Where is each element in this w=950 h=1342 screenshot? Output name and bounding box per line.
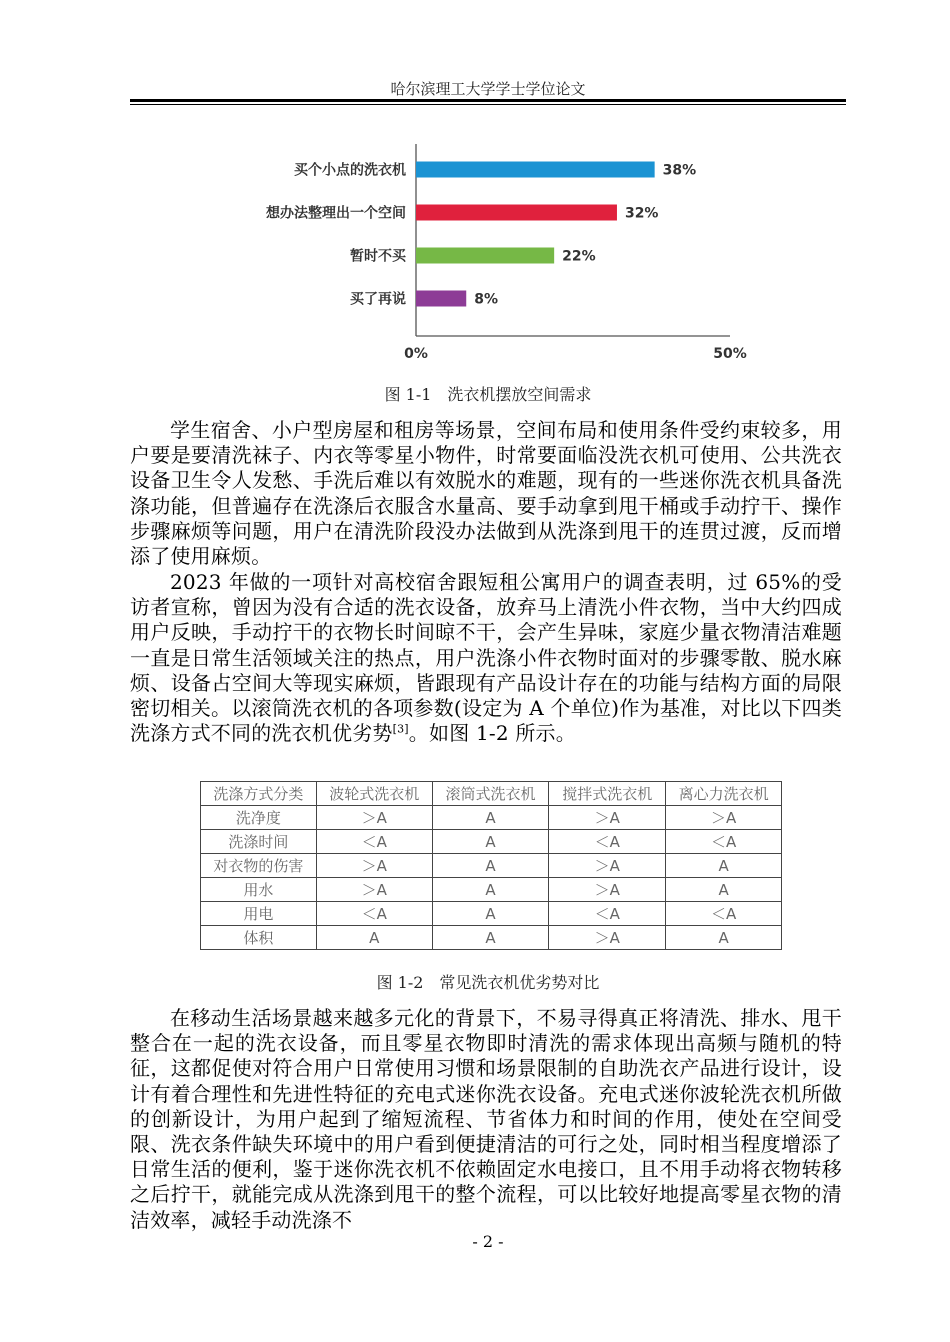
- x-tick-label: 50%: [713, 346, 747, 362]
- table-header-cell: 波轮式洗衣机: [316, 782, 432, 806]
- table-cell: A: [666, 878, 782, 902]
- bar: [416, 162, 655, 178]
- table-cell: 对衣物的伤害: [201, 854, 317, 878]
- table-row: [201, 854, 782, 878]
- x-tick-label: 0%: [404, 346, 428, 362]
- table-cell: 用水: [201, 878, 317, 902]
- paragraph-2-tail: 。如图 1-2 所示。: [408, 721, 576, 746]
- table-cell: ＜A: [666, 830, 782, 854]
- header-rule-thick: [130, 99, 846, 102]
- table-cell: ＜A: [316, 830, 432, 854]
- table-cell: ＞A: [549, 878, 666, 902]
- header-rule-thin: [130, 104, 846, 105]
- table-cell: ＞A: [316, 878, 432, 902]
- table-header-cell: 搅拌式洗衣机: [549, 782, 666, 806]
- table-cell: ＞A: [666, 806, 782, 830]
- bar: [416, 291, 466, 307]
- bar: [416, 248, 554, 264]
- category-label: 买了再说: [350, 291, 406, 308]
- value-label: 32%: [624, 205, 659, 222]
- table-cell: ＞A: [549, 926, 666, 950]
- table-cell: A: [432, 830, 549, 854]
- table-cell: ＜A: [549, 830, 666, 854]
- table-header-cell: 离心力洗衣机: [666, 782, 782, 806]
- value-label: 22%: [562, 248, 596, 265]
- table-cell: 体积: [201, 926, 317, 950]
- table-cell: ＜A: [316, 902, 432, 926]
- table-row: [201, 830, 782, 854]
- table-cell: A: [432, 806, 549, 830]
- table-header-cell: 滚筒式洗衣机: [432, 782, 549, 806]
- table-cell: ＜A: [666, 902, 782, 926]
- table-cell: A: [432, 926, 549, 950]
- washer-comparison-table: [200, 781, 782, 950]
- figure-1-1-caption: 图 1-1 洗衣机摆放空间需求: [384, 385, 592, 404]
- value-label: 38%: [662, 162, 697, 179]
- page-header: 哈尔滨理工大学学士学位论文: [390, 80, 586, 98]
- table-row: [201, 902, 782, 926]
- figure-1-2-caption: 图 1-2 常见洗衣机优劣势对比: [376, 973, 600, 992]
- page-number: - 2 -: [472, 1232, 504, 1251]
- bar: [416, 205, 617, 221]
- paragraph-3: 在移动生活场景越来越多元化的背景下，不易寻得真正将清洗、排水、甩干整合在一起的洗衣设备，而且零星衣物即时清洗的需求体现出高频与随机的特征，这都促使对符合用户日常使用习惯和场景限制的自助洗衣产品进行设计，设计有着合理性和先进性特征的充电式迷你洗衣设备。充电式迷你波轮洗衣机所做的创新设计，为用户起到了缩短流程、节省体力和时间的作用，使处在空间受限、洗衣条件缺失环境中的用户看到便捷清洁的可行之处，同时相当程度增添了日常生活的便利，鉴于迷你洗衣机不依赖固定水电接口，且不用手动将衣物转移之后拧干，就能完成从洗涤到甩干的整个流程，可以比较好地提高零星衣物的清洁效率，减轻手动洗涤不: [130, 1006, 842, 1232]
- table-cell: 洗净度: [201, 806, 317, 830]
- table-row: [201, 926, 782, 950]
- table-cell: A: [666, 854, 782, 878]
- table-cell: ＞A: [316, 854, 432, 878]
- value-label: 8%: [474, 291, 499, 308]
- citation-3: [3]: [392, 722, 409, 736]
- paragraph-1: 学生宿舍、小户型房屋和租房等场景，空间布局和使用条件受约束较多，用户要是要清洗袜子、内衣等零星小物件，时常要面临没洗衣机可使用、公共洗衣设备卫生令人发愁、手洗后难以有效脱水的难题，现有的一些迷你洗衣机具备洗涤功能，但普遍存在洗涤后衣服含水量高、要手动拿到甩干桶或手动拧干、操作步骤麻烦等问题，用户在清洗阶段没办法做到从洗涤到甩干的连贯过渡，反而增添了使用麻烦。: [130, 418, 842, 569]
- paragraph-2: [130, 570, 842, 746]
- category-label: 暂时不买: [350, 248, 406, 265]
- category-label: 想办法整理出一个空间: [266, 205, 406, 222]
- space-demand-bar-chart: [210, 140, 770, 372]
- table-row: [201, 878, 782, 902]
- table-cell: ＞A: [549, 806, 666, 830]
- table-cell: A: [432, 902, 549, 926]
- table-cell: ＞A: [316, 806, 432, 830]
- category-label: 买个小点的洗衣机: [294, 162, 406, 179]
- table-cell: A: [316, 926, 432, 950]
- table-cell: A: [432, 854, 549, 878]
- table-cell: 用电: [201, 902, 317, 926]
- table-header-row: [201, 782, 782, 806]
- table-cell: A: [432, 878, 549, 902]
- table-cell: A: [666, 926, 782, 950]
- table-row: [201, 806, 782, 830]
- table-cell: ＜A: [549, 902, 666, 926]
- paragraph-2-text: 2023 年做的一项针对高校宿舍跟短租公寓用户的调查表明，过 65%的受访者宣称，曾因为没有合适的洗衣设备，放弃马上清洗小件衣物，当中大约四成用户反映，手动拧干的衣物长时间晾不干，会产生异味，家庭少量衣物清洁难题一直是日常生活领域关注的热点，用户洗涤小件衣物时面对的步骤零散、脱水麻烦、设备占空间大等现实麻烦，皆跟现有产品设计存在的功能与结构方面的局限密切相关。以滚筒洗衣机的各项参数(设定为 A 个单位)作为基准，对比以下四类洗涤方式不同的洗衣机优劣势: [130, 570, 842, 746]
- table-header-cell: 洗涤方式分类: [201, 782, 317, 806]
- table-cell: 洗涤时间: [201, 830, 317, 854]
- table-cell: ＞A: [549, 854, 666, 878]
